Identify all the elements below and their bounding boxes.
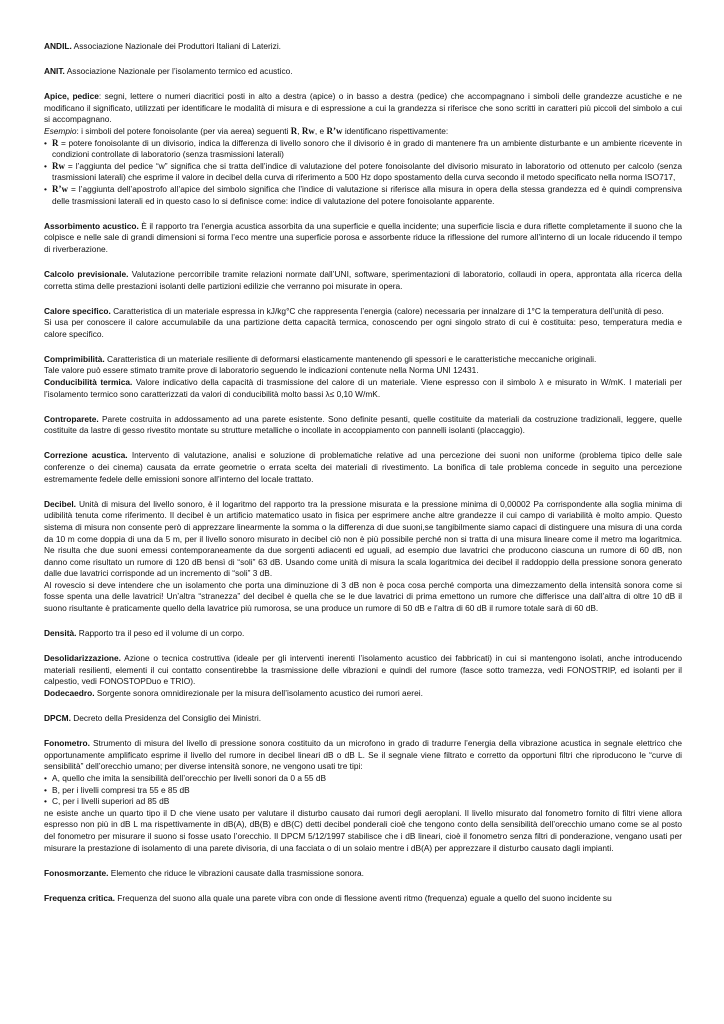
entry-definition: Associazione Nazionale per l’isolamento termico ed acustico. <box>64 66 293 77</box>
entry-definition: Caratteristica di un materiale espressa in kJ/kg°C che rappresenta l’energia (calore) necessaria per innalzare di 1°C la temperatura dell’unità di peso. <box>110 305 664 316</box>
glossary-entry-andil <box>44 41 682 53</box>
entry-term: Calore specifico. <box>44 305 111 316</box>
entry-term: Fonosmorzante. <box>44 867 109 878</box>
entry-definition: Caratteristica di un materiale resiliente di deformarsi elasticamente mantenendo gli spessori e le caratteristiche meccaniche originali. <box>104 353 597 364</box>
entry-definition: Frequenza del suono alla quale una parete vibra con onde di flessione aventi ritmo (frequenza) eguale a quello del suono incidente su <box>114 892 612 903</box>
entry-definition: È il rapporto tra l’energia acustica assorbita da una superficie e quella incidente; una superficie liscia e dura riflette completamente il suono che la colpisce e nelle sale di grandi dimensioni si forma l’eco mentre una superficie porosa e assorbente riduce la riflessione del rumore all’interno di un locale riducendo il tempo di riverberazione. <box>44 220 682 254</box>
glossary-entry-densita <box>44 628 682 640</box>
example-label: Esempio <box>44 125 77 136</box>
entry-definition: Azione o tecnica costruttiva (ideale per gli interventi inerenti l’isolamento acustico dei fabbricati) in cui si mantengono isolati, anche introducendo materiali resilienti, elementi il cui contatto consentirebbe la trasmissione delle vibrazioni e quindi del rumore (fasce sotto tramezza, vedi FONOSTRIP, ed isolanti per il calpestio, vedi FONOSTOPDuo e TRIO). <box>44 653 682 687</box>
entry-continuation: ne esiste anche un quarto tipo il D che viene usato per valutare il disturbo causato dai rumori degli aeroplani. Il livello misurato dal fonometro fornito di filtri viene allora espresso non più in dB L ma rispettivamente in dB(A), dB(B) e dB(C) detti decibel ponderali cioè che tengono conto della sensibilità dell’orecchio umano come se al posto del fonometro per misurare il suono si fosse usato l’orecchio. Il DPCM 5/12/1997 stabilisce che i dB lineari, cioè il fonometro senza filtri di ponderazione, vengano usati per misurare la prestazione di isolamento di una parete divisoria, di una facciata o di un solaio mentre i dB(A) per apprezzare il disturbo causato dagli impianti. <box>44 807 682 853</box>
glossary-entry-fonometro <box>44 738 682 854</box>
glossary-entry-desolidarizzazione <box>44 653 682 688</box>
list-item: • B, per i livelli compresi tra 55 e 85 dB <box>44 785 682 797</box>
glossary-entry-controparete <box>44 414 682 437</box>
entry-term: Desolidarizzazione. <box>44 653 121 664</box>
entry-definition: Sorgente sonora omnidirezionale per la misura dell’isolamento acustico dei rumori aerei. <box>94 688 423 699</box>
glossary-entry-fonosmorzante <box>44 868 682 880</box>
entry-definition: Strumento di misura del livello di pressione sonora costituito da un microfono in grado di tradurre l’energia della vibrazione acustica in segnale elettrico che opportunamente amplificato esprime il livello del rumore in decibel lineari dB o dB L. Se il segnale viene filtrato e corretto da opportuni filtri che riproducono le “curve di sensibilità” dell’orecchio umano; per diverse intensità sonore, ne vengono usati tre tipi: <box>44 738 682 772</box>
example-paragraph: Esempio: i simboli del potere fonoisolante (per via aerea) seguenti R, Rw, e R’w identificano rispettivamente: <box>44 125 449 136</box>
glossary-entry-comprimibilita <box>44 354 682 377</box>
list-item: • C, per i livelli superiori ad 85 dB <box>44 796 682 808</box>
entry-definition: Decreto della Presidenza del Consiglio dei Ministri. <box>70 713 262 724</box>
entry-term: Assorbimento acustico. <box>44 220 139 231</box>
list-item: • Rw = l’aggiunta del pedice “w” significa che si tratta dell’indice di valutazione del potere fonoisolante del divisorio misurato in laboratorio od ottenuto per calcolo (senza trasmissioni laterali) che esprime il valore in decibel della curva di riferimento a 500 Hz dopo spostamento della curva secondo il metodo specificato nella norma ISO717, <box>44 161 682 184</box>
glossary-entry-frequenza-critica <box>44 893 682 905</box>
glossary-entry-correzione-acustica <box>44 450 682 485</box>
list-item: • R’w = l’aggiunta dell’apostrofo all’apice del simbolo significa che l’indice di valutazione si riferisce alla misura in opera della stessa grandezza ed è quindi comprensiva delle trasmissioni laterali ed in questo caso lo si definisce come: indice di valutazione del potere fonoisolante apparente. <box>44 184 682 207</box>
symbol-r: R <box>290 125 298 136</box>
entry-continuation: Al rovescio si deve intendere che un isolamento che porta una diminuzione di 3 dB non è poca cosa perché comporta una dimezzamento della intensità sonora come si fosse spenta una delle lavatrici! Un’altra “stranezza” del decibel è quella che se le due lavatrici di prima emettono un rumore che differisce una dall’altra di oltre 10 dB il suono risultante è praticamente quello della lavatrice più rumorosa, se una produce un rumore di 50 dB e l’altra di 60 dB il rumore totale sarà di 60 dB. <box>44 579 682 614</box>
entry-term: Decibel. <box>44 498 76 509</box>
entry-term: Fonometro. <box>44 738 90 749</box>
entry-term: Correzione acustica. <box>44 450 128 461</box>
glossary-entry-assorbimento-acustico <box>44 221 682 256</box>
entry-term: Densità. <box>44 628 77 639</box>
entry-definition: Associazione Nazionale dei Produttori Italiani di Laterizi. <box>71 41 281 51</box>
list-item: • R = potere fonoisolante di un divisorio, indica la differenza di livello sonoro che il divisorio è in grado di mantenere fra un ambiente disturbante e un ambiente ricevente in condizioni controllate di laboratorio (senza trasmissioni laterali) <box>44 138 682 161</box>
entry-term: Apice, pedice <box>44 91 99 102</box>
entry-continuation: Si usa per conoscere il calore accumulabile da una partizione detta capacità termica, conoscendo per ogni singolo strato di cui è costituita: peso, temperatura media e calore specifico. <box>44 317 682 339</box>
entry-term: ANIT. <box>44 66 65 77</box>
glossary-entry-calcolo-previsionale <box>44 269 682 292</box>
entry-term: Dodecaedro. <box>44 688 95 699</box>
entry-definition: Rapporto tra il peso ed il volume di un corpo. <box>76 628 245 639</box>
entry-term: Conducibilità termica. <box>44 377 133 388</box>
entry-term: Frequenza critica. <box>44 892 115 903</box>
glossary-entry-decibel <box>44 499 682 615</box>
entry-definition: : segni, lettere o numeri diacritici posti in alto a destra (apice) o in basso a destra (pedice) che accompagnano i simboli delle grandezze acustiche e ne modificano il significato, utilizzati per identificare le modalità di misura e di espressione a cui la grandezza si riferisce che sono scritti in caratteri più piccoli del simbolo a cui si accompagnano. <box>44 91 682 125</box>
glossary-entry-dodecaedro <box>44 688 682 700</box>
entry-term: Comprimibilità. <box>44 353 105 364</box>
entry-term: DPCM. <box>44 713 71 724</box>
glossary-entry-anit <box>44 66 682 78</box>
filter-list <box>44 773 682 808</box>
symbol-list <box>44 138 682 208</box>
glossary-entry-calore-specifico <box>44 306 682 341</box>
entry-definition: Unità di misura del livello sonoro, è il logaritmo del rapporto tra la pressione misurata e la pressione minima di 0,00002 Pa corrispondente alla soglia minima di udibilità tenuta come riferimento. Il decibel è un artificio matematico usato in fisica per esprimere anche altre grandezze il cui campo di variabilità è molto ampio. Questo sistema di misura non consente però di apprezzare linearmente la somma o la differenza di due suoni,se tangibilmente siamo capaci di distinguere una misura di una corda da 10 m come doppia di una da 5 m, per il livello sonoro misurato in decibel ciò non è più possibile perché non si tratta di una misura lineare come il metro ma logaritmica. Ne risulta che due suoni emessi contemporaneamente da due sorgenti adiacenti ed uguali, ad esempio due lavatrici che producono ciascuna un rumore di 60 dB, non danno come risultato un rumore di 120 dB bensì di “soli” 63 dB. Usando come unità di misura la scala logaritmica dei decibel il raddoppio della pressione sonora generato dalle due lavatrici corrisponde ad un incremento di “soli” 3 dB. <box>44 498 682 579</box>
entry-term: Controparete. <box>44 413 99 424</box>
entry-definition: Valutazione percorribile tramite relazioni normate dall’UNI, software, sperimentazioni di laboratorio, collaudi in opera, approntata alla ricerca della corretta stima delle prestazioni isolanti delle partizioni edilizie che verranno poi misurate in opera. <box>44 268 682 291</box>
glossary-entry-apice-pedice <box>44 91 682 207</box>
entry-continuation: Tale valore può essere stimato tramite prove di laboratorio seguendo le indicazioni contenute nella Norma UNI 12431. <box>44 365 479 376</box>
entry-definition: Parete costruita in addossamento ad una parete esistente. Sono definite pesanti, quelle costituite da materiali da costruzione tradizionali, leggere, quelle costituite da lastre di gesso rivestito montate su strutture metalliche o incollate in accoppiamento con pannelli isolanti (placcaggio). <box>44 413 682 436</box>
entry-term: Calcolo previsionale. <box>44 268 129 279</box>
glossary-entry-dpcm <box>44 713 682 725</box>
entry-definition: Valore indicativo della capacità di trasmissione del calore di un materiale. Viene espresso con il simbolo λ e misurato in W/mK. I materiali per l’isolamento termico sono caratterizzati da valori di conducibilità molto bassi λ≤ 0,10 W/mK. <box>44 377 682 399</box>
entry-term: ANDIL. <box>44 41 72 51</box>
entry-definition: Elemento che riduce le vibrazioni causate dalla trasmissione sonora. <box>108 867 364 878</box>
symbol-rw: Rw <box>301 125 315 136</box>
glossary-entry-conducibilita-termica <box>44 377 682 400</box>
list-item: • A, quello che imita la sensibilità dell’orecchio per livelli sonori da 0 a 55 dB <box>44 773 682 785</box>
entry-definition: Intervento di valutazione, analisi e soluzione di problematiche relative ad una percezione dei suoni non uniforme (problema tipico delle sale conferenze o dei cinema) causata da errate geometrie o errata scelta dei materiali di rivestimento. La bonifica di tale problema concede in seguito una percezione estremamente fedele delle emissioni sonore all’interno del locale trattato. <box>44 450 682 484</box>
symbol-r-prime-w: R’w <box>326 125 343 136</box>
